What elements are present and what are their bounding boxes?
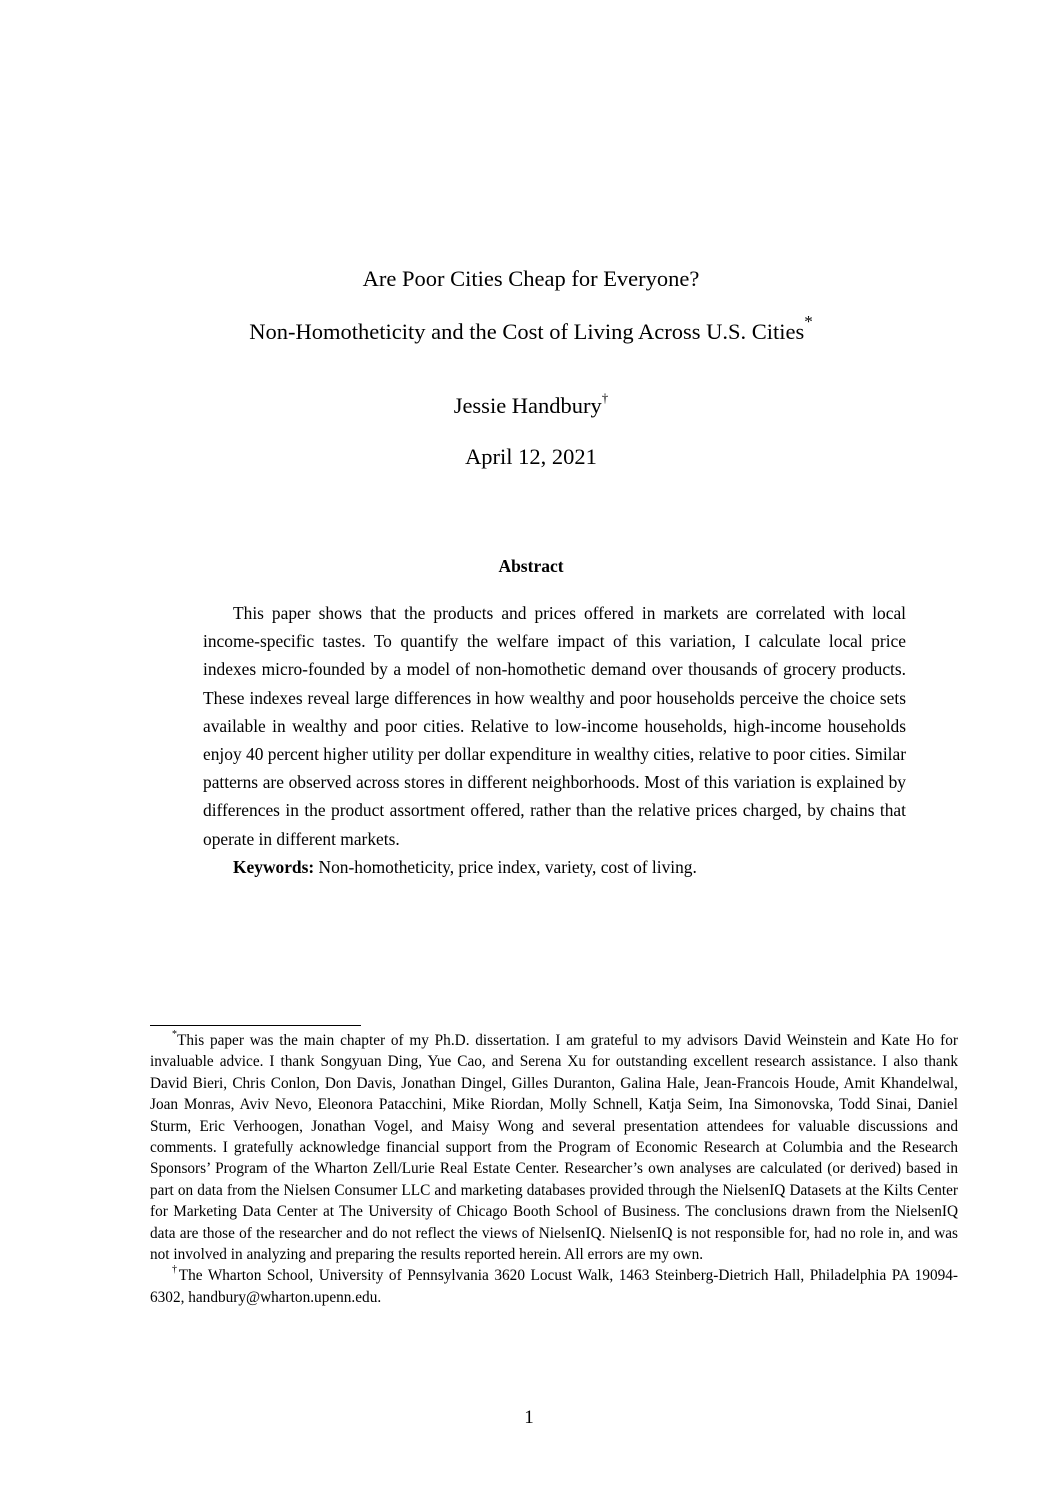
paper-author: Jessie Handbury† bbox=[453, 389, 609, 418]
paper-date: April 12, 2021 bbox=[465, 444, 597, 469]
keywords-line bbox=[203, 853, 906, 881]
footnote-1-mark: * bbox=[172, 1028, 177, 1040]
author-footnote-mark: † bbox=[601, 389, 609, 405]
abstract-body: This paper shows that the products and prices offered in markets are correlated with local income-specific tastes. To quantify the welfare impact of this variation, I calculate local price indexes micro-founded by a model of non-homothetic demand over thousands of grocery products. These indexes reveal large differences in how wealthy and poor households perceive the choice sets available in wealthy and poor cities. Relative to low-income households, high-income households enjoy 40 percent higher utility per dollar expenditure in wealthy cities, relative to poor cities. Similar patterns are observed across stores in different neighborhoods. Most of this variation is explained by differences in the product assortment offered, rather than the relative prices charged, by chains that operate in different markets. bbox=[203, 603, 906, 849]
footnote-2 bbox=[150, 1265, 958, 1308]
footnotes-section bbox=[150, 1030, 958, 1308]
title-footnote-mark: * bbox=[804, 311, 813, 331]
footnote-1 bbox=[150, 1030, 958, 1265]
keywords-text: Non-homotheticity, price index, variety, cost of living. bbox=[318, 856, 697, 877]
page-number: 1 bbox=[524, 1407, 534, 1428]
paper-title-line-1: Are Poor Cities Cheap for Everyone? bbox=[362, 266, 700, 291]
footnote-1-text: This paper was the main chapter of my Ph.D. dissertation. I am grateful to my advisors David Weinstein and Kate Ho for invaluable advice. I thank Songyuan Ding, Yue Cao, and Serena Xu for outstanding excellent research assistance. I also thank David Bieri, Chris Conlon, Don Davis, Jonathan Dingel, Gilles Duranton, Galina Hale, Jean-Francois Houde, Amit Khandelwal, Joan Monras, Aviv Nevo, Eleonora Patacchini, Mike Riordan, Molly Schnell, Katja Seim, Ina Simonovska, Todd Sinai, Daniel Sturm, Eric Verhoogen, Jonathan Vogel, and Maisy Wong and several presentation attendees for valuable discussions and comments. I gratefully acknowledge financial support from the Program of Economic Research at Columbia and the Research Sponsors’ Program of the Wharton Zell/Lurie Real Estate Center. Researcher’s own analyses are calculated (or derived) based in part on data from the Nielsen Consumer LLC and marketing databases provided through the NielsenIQ Datasets at the Kilts Center for Marketing Data Center at The University of Chicago Booth School of Business. The conclusions drawn from the NielsenIQ data are those of the researcher and do not reflect the views of NielsenIQ. NielsenIQ is not responsible for, had no role in, and was not involved in analyzing and preparing the results reported herein. All errors are my own. bbox=[150, 1032, 958, 1264]
abstract-heading: Abstract bbox=[498, 556, 564, 576]
abstract-section bbox=[203, 599, 906, 881]
paper-title-line-2: Non-Homotheticity and the Cost of Living Across U.S. Cities* bbox=[249, 311, 813, 344]
footnote-divider bbox=[150, 1025, 361, 1026]
footnote-2-mark: † bbox=[172, 1264, 179, 1276]
footnote-2-text: The Wharton School, University of Pennsylvania 3620 Locust Walk, 1463 Steinberg-Dietrich Hall, Philadelphia PA 19094-6302, handbury@wharton.upenn.edu. bbox=[150, 1267, 959, 1306]
keywords-label: Keywords: bbox=[233, 856, 315, 877]
